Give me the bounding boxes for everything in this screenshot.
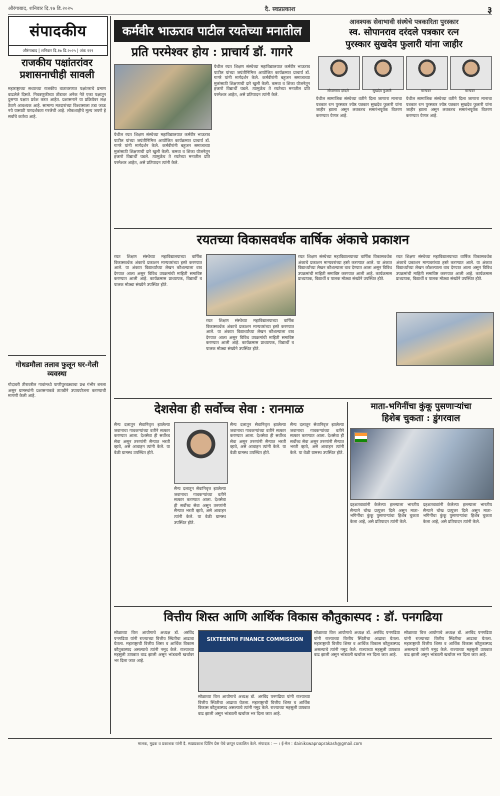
report-photo-2: [396, 312, 494, 366]
award-top-heading: आवश्यक सेवाभावी संस्थेचे पत्रकारिता पुरस्कार: [349, 18, 459, 26]
main-story-headline-2: प्रति परमेश्वर होय : प्राचार्य डॉ. गागरे: [131, 45, 293, 59]
column-divider-2: [347, 402, 348, 602]
page-number: ३: [487, 5, 492, 16]
header-paper-name: दै. स्वप्नप्रकाश: [264, 6, 296, 13]
page-header: [8, 4, 492, 15]
main-story-body: येथील रयत शिक्षण संस्थेच्या महाविद्यालयात कर्मवीर भाऊराव पाटील यांच्या जयंतीनिमित्त आयोजित कार्यक्रमात प्राचार्य डॉ. गागरे यांनी मार्गदर्शन केले. कर्मवीरांनी बहुजन समाजाच्या मुलांसाठी शिक्षणाची दारे खुली केली. कमवा व शिका योजनेतून हजारो विद्यार्थी घडले. त्यामुळेच ते रयतेच्या मनातील प्रति परमेश्वर आहेत, असे प्रतिपादन त्यांनी केले.: [214, 64, 310, 97]
footer-rule: [8, 738, 492, 739]
rakhi-headline-1: माता-भगिनींचा कुंकू पुसणाऱ्यांचा: [370, 402, 472, 412]
finance-body-col4: सोळाव्या वित्त आयोगाचे अध्यक्ष डॉ. अरविंद पनगढिया यांनी राज्याच्या वित्तीय स्थितीचा आढावा घेतला. महाराष्ट्राची वित्तीय शिस्त व आर्थिक विकास कौतुकास्पद असल्याचे त्यांनी नमूद केले. राज्याच्या महसुली उत्पन्नात वाढ झाली असून भांडवली खर्चावर भर दिला जात आहे.: [404, 630, 492, 658]
desh-body-col4: सैन्य दलातून सेवानिवृत्त झालेल्या जवानाचा गावकऱ्यांच्या वतीने सत्कार करण्यात आला. देशसेवा ही सर्वोच्च सेवा असून तरुणांनी सैन्यात भरती व्हावे, असे आवाहन त्यांनी केले. या वेळी ग्रामस्थ उपस्थित होते.: [290, 422, 344, 455]
desh-body-col3: सैन्य दलातून सेवानिवृत्त झालेल्या जवानाचा गावकऱ्यांच्या वतीने सत्कार करण्यात आला. देशसेवा ही सर्वोच्च सेवा असून तरुणांनी सैन्यात भरती व्हावे, असे आवाहन त्यांनी केले. या वेळी ग्रामस्थ उपस्थित होते.: [230, 422, 286, 455]
award-caption-4: मान्यवर: [465, 89, 475, 93]
rakhi-photo: [350, 428, 494, 500]
report-body-cont: रयत शिक्षण संस्थेच्या महाविद्यालयाच्या वार्षिक विकासवर्धक अंकाचे प्रकाशन मान्यवरांच्या हस्ते करण्यात आले. या अंकात विद्यार्थ्यांच्या लेखन कौशल्याला वाव देण्यात आला असून विविध उपक्रमांची माहिती समाविष्ट करण्यात आली आहे. कार्यक्रमास प्राध्यापक, विद्यार्थी व पालक मोठ्या संख्येने उपस्थित होते.: [206, 318, 294, 351]
award-headline-2: पुरस्कार सुखदेव फुलारी यांना जाहीर: [345, 40, 463, 50]
award-caption-2: सुखदेव फुलारी: [372, 89, 392, 93]
editorial-headline: राजकीय पक्षांतरांवर प्रशासनाचीही सावली: [19, 58, 95, 81]
finance-body: सोळाव्या वित्त आयोगाचे अध्यक्ष डॉ. अरविंद पनगढिया यांनी राज्याच्या वित्तीय स्थितीचा आढावा घेतला. महाराष्ट्राची वित्तीय शिस्त व आर्थिक विकास कौतुकास्पद असल्याचे त्यांनी नमूद केले. राज्याच्या महसुली उत्पन्नात वाढ झाली असून भांडवली खर्चावर भर दिला जात आहे.: [114, 630, 194, 663]
desh-body-cont: सैन्य दलातून सेवानिवृत्त झालेल्या जवानाचा गावकऱ्यांच्या वतीने सत्कार करण्यात आला. देशसेवा ही सर्वोच्च सेवा असून तरुणांनी सैन्यात भरती व्हावे, असे आवाहन त्यांनी केले. या वेळी ग्रामस्थ उपस्थित होते.: [174, 486, 226, 525]
award-body-cont: येथील सामाजिक संस्थेच्या वतीने दिला जाणारा मानाचा पत्रकार रत्न पुरस्कार ज्येष्ठ पत्रकार सुखदेव फुलारी यांना जाहीर झाला असून लवकरच समारंभपूर्वक वितरण करण्यात येणार आहे.: [406, 96, 492, 118]
award-portrait-3: [406, 56, 448, 90]
finance-body-col3: सोळाव्या वित्त आयोगाचे अध्यक्ष डॉ. अरविंद पनगढिया यांनी राज्याच्या वित्तीय स्थितीचा आढावा घेतला. महाराष्ट्राची वित्तीय शिस्त व आर्थिक विकास कौतुकास्पद असल्याचे त्यांनी नमूद केले. राज्याच्या महसुली उत्पन्नात वाढ झाली असून भांडवली खर्चावर भर दिला जात आहे.: [314, 630, 400, 658]
rakhi-body: दहशतवाद्यांनी केलेल्या हल्ल्याला भारतीय सैन्याने चोख प्रत्युत्तर दिले असून माता-भगिनींचा कुंकू पुसणाऱ्यांचा हिशेब चुकता केला आहे, असे प्रतिपादन त्यांनी केले.: [350, 502, 419, 524]
section-divider-1: [114, 228, 492, 229]
award-caption-3: मान्यवर: [421, 89, 431, 93]
rakhi-body-cont: दहशतवाद्यांनी केलेल्या हल्ल्याला भारतीय सैन्याने चोख प्रत्युत्तर दिले असून माता-भगिनींचा कुंकू पुसणाऱ्यांचा हिशेब चुकता केला आहे, असे प्रतिपादन त्यांनी केले.: [423, 502, 492, 524]
award-body: येथील सामाजिक संस्थेच्या वतीने दिला जाणारा मानाचा पत्रकार रत्न पुरस्कार ज्येष्ठ पत्रकार सुखदेव फुलारी यांना जाहीर झाला असून लवकरच समारंभपूर्वक वितरण करण्यात येणार आहे.: [316, 96, 402, 118]
finance-body-cont: सोळाव्या वित्त आयोगाचे अध्यक्ष डॉ. अरविंद पनगढिया यांनी राज्याच्या वित्तीय स्थितीचा आढावा घेतला. महाराष्ट्राची वित्तीय शिस्त व आर्थिक विकास कौतुकास्पद असल्याचे त्यांनी नमूद केले. राज्याच्या महसुली उत्पन्नात वाढ झाली असून भांडवली खर्चावर भर दिला जात आहे.: [198, 694, 310, 716]
finance-photo: [198, 630, 312, 692]
editorial-sub-headline: गोधडमौला तलाव फुलून घर-गेली व्यवस्था: [15, 360, 99, 378]
flag-icon: [354, 432, 368, 443]
award-caption-1: सोपानराव दरंदले: [327, 89, 349, 93]
finance-headline: वित्तीय शिस्त आणि आर्थिक विकास कौतुकास्पद : डॉ. पनगढिया: [163, 610, 443, 624]
column-divider: [110, 16, 111, 734]
desh-headline: देशसेवा ही सर्वोच्च सेवा : रानमाळ: [154, 402, 304, 416]
main-story-body-cont: येथील रयत शिक्षण संस्थेच्या महाविद्यालयात कर्मवीर भाऊराव पाटील यांच्या जयंतीनिमित्त आयोजित कार्यक्रमात प्राचार्य डॉ. गागरे यांनी मार्गदर्शन केले. कर्मवीरांनी बहुजन समाजाच्या मुलांसाठी शिक्षणाची दारे खुली केली. कमवा व शिका योजनेतून हजारो विद्यार्थी घडले. त्यामुळेच ते रयतेच्या मनातील प्रति परमेश्वर आहेत, असे प्रतिपादन त्यांनी केले.: [114, 132, 210, 165]
report-headline: रयतच्या विकासवर्धक वार्षिक अंकाचे प्रकाशन: [196, 233, 410, 248]
editorial-masthead: [8, 16, 108, 56]
award-portrait-4: [450, 56, 492, 90]
desh-portrait: [174, 422, 228, 484]
header-date: औरंगाबाद, शनिवार दि.१७ डि.२०२५: [8, 6, 73, 12]
editorial-sub-body: गोदावरी तीरावरील गावांमध्ये पाणीपुरवठ्याचा प्रश्न गंभीर बनला असून ग्रामस्थांनी प्रशासनाकडे तातडीने उपाययोजना करण्याची मागणी केली आहे.: [8, 382, 106, 399]
editorial-divider: [8, 355, 106, 356]
report-photo: [206, 254, 296, 316]
finance-banner-text: SIXTEENTH FINANCE COMMISSION: [206, 637, 304, 643]
editorial-body: महाराष्ट्राच्या सध्याच्या राजकीय वातावरणात पक्षांतराचे प्रमाण वाढलेले दिसते. निवडणुकीच्या तोंडावर अनेक नेते एका पक्षातून दुसऱ्या पक्षात प्रवेश करत आहेत. प्रशासनाने या प्रक्रियेवर लक्ष ठेवणे आवश्यक आहे. सामान्य मतदारांच्या विश्वासाला तडा जाऊ नये यासाठी पारदर्शकता गरजेची आहे. लोकशाहीचे मूल्य जपणे हे सर्वांचे कर्तव्य आहे.: [8, 86, 106, 119]
report-body-col3: रयत शिक्षण संस्थेच्या महाविद्यालयाच्या वार्षिक विकासवर्धक अंकाचे प्रकाशन मान्यवरांच्या हस्ते करण्यात आले. या अंकात विद्यार्थ्यांच्या लेखन कौशल्याला वाव देण्यात आला असून विविध उपक्रमांची माहिती समाविष्ट करण्यात आली आहे. कार्यक्रमास प्राध्यापक, विद्यार्थी व पालक मोठ्या संख्येने उपस्थित होते.: [298, 254, 392, 282]
section-divider-3: [114, 606, 492, 607]
main-story-headline-1: कर्मवीर भाऊराव पाटील रयतेच्या मनातील: [114, 20, 310, 42]
report-body-col4: रयत शिक्षण संस्थेच्या महाविद्यालयाच्या वार्षिक विकासवर्धक अंकाचे प्रकाशन मान्यवरांच्या हस्ते करण्यात आले. या अंकात विद्यार्थ्यांच्या लेखन कौशल्याला वाव देण्यात आला असून विविध उपक्रमांची माहिती समाविष्ट करण्यात आली आहे. कार्यक्रमास प्राध्यापक, विद्यार्थी व पालक मोठ्या संख्येने उपस्थित होते.: [396, 254, 492, 282]
award-portrait-2: [362, 56, 404, 90]
masthead-title: संपादकीय: [29, 22, 87, 40]
rakhi-headline-2: हिशेब चुकता : डुंगरवाल: [381, 414, 461, 424]
award-headline-1: स्व. सोपानराव दरंदले पत्रकार रत्न: [349, 28, 459, 38]
masthead-subline: औरंगाबाद | शनिवार दि.१७ डि.२०२५ | अंक ११९: [9, 45, 107, 54]
desh-body: सैन्य दलातून सेवानिवृत्त झालेल्या जवानाचा गावकऱ्यांच्या वतीने सत्कार करण्यात आला. देशसेवा ही सर्वोच्च सेवा असून तरुणांनी सैन्यात भरती व्हावे, असे आवाहन त्यांनी केले. या वेळी ग्रामस्थ उपस्थित होते.: [114, 422, 170, 455]
main-story-photo: [114, 64, 212, 130]
section-divider-2: [114, 398, 492, 399]
report-body: रयत शिक्षण संस्थेच्या महाविद्यालयाच्या वार्षिक विकासवर्धक अंकाचे प्रकाशन मान्यवरांच्या हस्ते करण्यात आले. या अंकात विद्यार्थ्यांच्या लेखन कौशल्याला वाव देण्यात आला असून विविध उपक्रमांची माहिती समाविष्ट करण्यात आली आहे. कार्यक्रमास प्राध्यापक, विद्यार्थी व पालक मोठ्या संख्येने उपस्थित होते.: [114, 254, 202, 287]
footer-text: मालक, मुद्रक व प्रकाशक यांनी दै. स्वप्नप्रकाश प्रिंटिंग प्रेस येथे छापून प्रकाशित केले. संपादक : — । ई-मेल : dainikswapnaprakash@gmail.com: [137, 741, 363, 746]
award-portrait-1: [318, 56, 360, 90]
